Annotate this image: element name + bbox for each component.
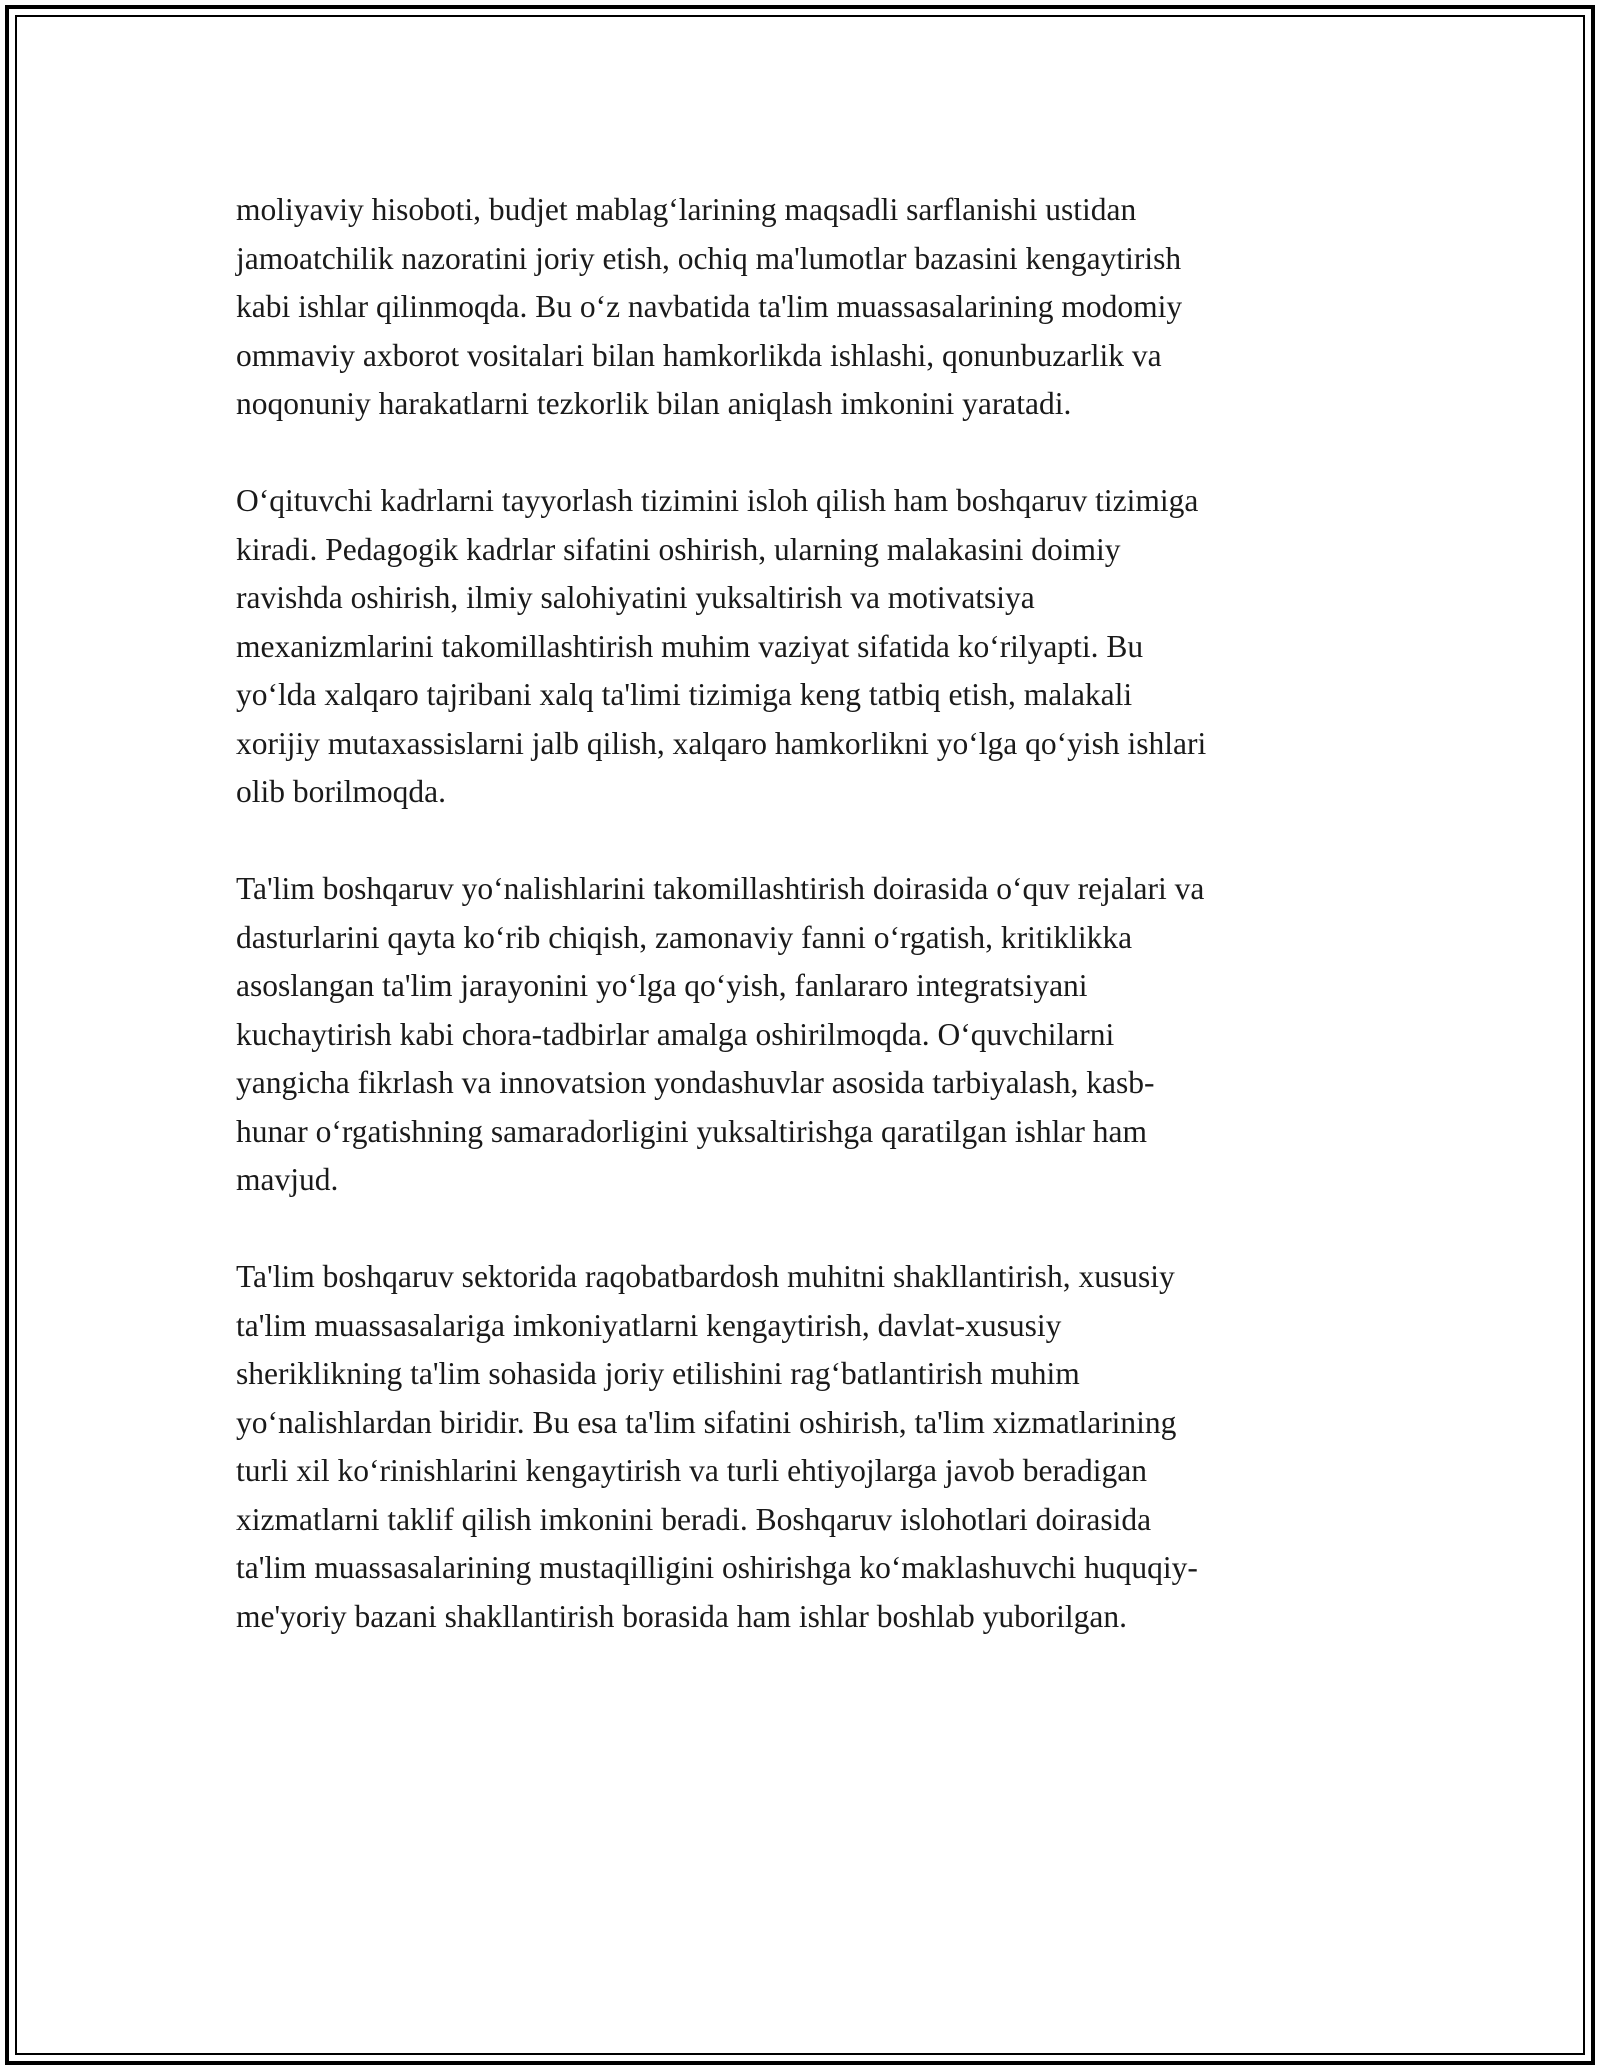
document-body bbox=[236, 186, 1366, 1690]
paragraph-2: O‘qituvchi kadrlarni tayyorlash tizimini isloh qilish ham boshqaruv tizimiga kiradi. Pedagogik kadrlar sifatini oshirish, ularning malakasini doimiy ravishda oshirish, ilmiy salohiyatini yuksaltirish va motivatsiya mexanizmlarini takomillashtirish muhim vaziyat sifatida ko‘rilyapti. Bu yo‘lda xalqaro tajribani xalq ta'limi tizimiga keng tatbiq etish, malakali xorijiy mutaxassislarni jalb qilish, xalqaro hamkorlikni yo‘lga qo‘yish ishlari olib borilmoqda. bbox=[236, 483, 1207, 809]
paragraph-1: moliyaviy hisoboti, budjet mablag‘larining maqsadli sarflanishi ustidan jamoatchilik nazoratini joriy etish, ochiq ma'lumotlar bazasini kengaytirish kabi ishlar qilinmoqda. Bu o‘z navbatida ta'lim muassasalarining modomiy ommaviy axborot vositalari bilan hamkorlikda ishlashi, qonunbuzarlik va noqonuniy harakatlarni tezkorlik bilan aniqlash imkonini yaratadi. bbox=[236, 192, 1183, 421]
paragraph-4: Ta'lim boshqaruv sektorida raqobatbardosh muhitni shakllantirish, xususiy ta'lim muassasalariga imkoniyatlarni kengaytirish, davlat-xususiy sheriklikning ta'lim sohasida joriy etilishini rag‘batlantirish muhim yo‘nalishlardan biridir. Bu esa ta'lim sifatini oshirish, ta'lim xizmatlarining turli xil ko‘rinishlarini kengaytirish va turli ehtiyojlarga javob beradigan xizmatlarni taklif qilish imkonini beradi. Boshqaruv islohotlari doirasida ta'lim muassasalarining mustaqilligini oshirishga ko‘maklashuvchi huquqiy- me'yoriy bazani shakllantirish borasida ham ishlar boshlab yuborilgan. bbox=[236, 1259, 1198, 1634]
paragraph-3: Ta'lim boshqaruv yo‘nalishlarini takomillashtirish doirasida o‘quv rejalari va dasturlarini qayta ko‘rib chiqish, zamonaviy fanni o‘rgatish, kritiklikka asoslangan ta'lim jarayonini yo‘lga qo‘yish, fanlararo integratsiyani kuchaytirish kabi chora-tadbirlar amalga oshirilmoqda. O‘quvchilarni yangicha fikrlash va innovatsion yondashuvlar asosida tarbiyalash, kasb- hunar o‘rgatishning samaradorligini yuksaltirishga qaratilgan ishlar ham mavjud. bbox=[236, 871, 1205, 1197]
